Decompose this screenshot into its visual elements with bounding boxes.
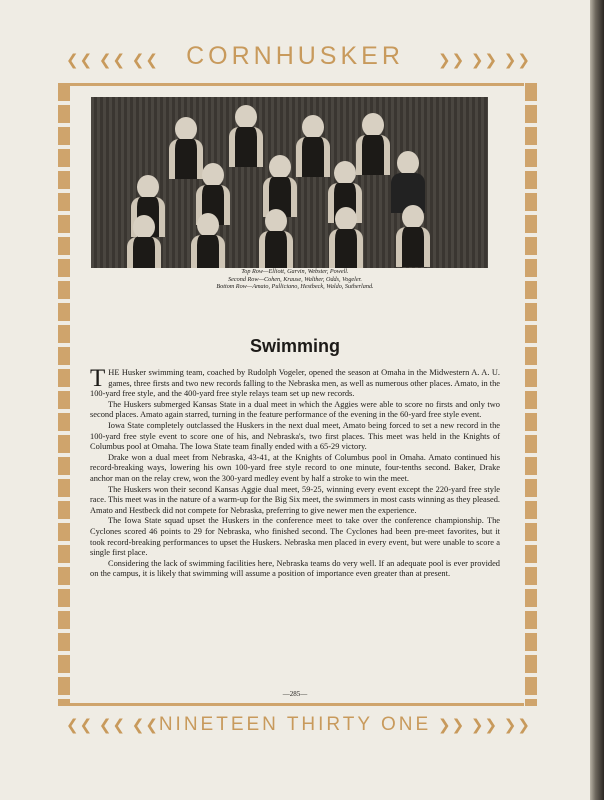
paragraph: Considering the lack of swimming facilities here, Nebraska teams do very well. If an adequate pool is ever provided on the campus, it is likely that swimming will assume a position of importance even greater than at present. — [90, 558, 500, 579]
team-photo — [91, 97, 488, 268]
paragraph: The Huskers won their second Kansas Aggie dual meet, 59-25, winning every event except the 220-yard free style race. This meet was in the nature of a warm-up for the Big Six meet, the swimmers in most casts winning as they pleased. Amato and Hestbeck did not compete for Nebraska, preferring to give newer men the experience. — [90, 484, 500, 515]
header-ornament-left: ❮❮ ❮❮ ❮❮ — [66, 51, 159, 69]
caption-line: Top Row—Elliott, Garvin, Webster, Powell. — [241, 268, 349, 275]
page-number: —285— — [282, 690, 308, 698]
drop-cap: T — [90, 365, 106, 392]
paragraph: Drake won a dual meet from Nebraska, 43-41, at the Knights of Columbus pool in Omaha. Amato continued his record-breaking ways, lowering his own 100-yard free style record to one minute, four-tenths second. Baker, Drake anchor man on the relay crew, won the 300-yard medley event by half a stroke to win the meet. — [90, 452, 500, 483]
photo-caption — [150, 268, 440, 291]
frame-bottom-border — [64, 703, 524, 706]
footer-ornament-left: ❮❮ ❮❮ ❮❮ — [66, 716, 159, 734]
article-body — [90, 365, 500, 580]
book-spine-edge — [590, 0, 604, 800]
footer-title: NINETEEN THIRTY ONE — [158, 714, 432, 735]
frame-left-border — [58, 83, 70, 706]
frame-top-border — [64, 83, 524, 86]
paragraph: The Iowa State squad upset the Huskers in the conference meet to take over the conference championship. The Cyclones scored 46 points to 29 for Nebraska, who finished second. The Cyclones had been pre-meet favorites, but it took record-breaking performances to upset the Huskers. Nebraska men placed in every event, but were unable to score a single first place. — [90, 516, 500, 558]
footer-ornament-right: ❯❯ ❯❯ ❯❯ — [438, 716, 531, 734]
paragraph: THE Husker swimming team, coached by Rudolph Vogeler, opened the season at Omaha in the Midwestern A. A. U. games, three firsts and two new records falling to the Nebraska men, as well as numerous other places. Amato, in the 100-yard free style, and the 400-yard free style relays team set up new records. — [90, 365, 500, 399]
caption-line: Second Row—Cohen, Krause, Walther, Odds, Vogeler. — [228, 275, 362, 283]
paragraph: The Huskers submerged Kansas State in a dual meet in which the Aggies were able to score no firsts and only two second places. Amato again starred, turning in the feature performance of the evening in the 60-yard free style event. — [90, 399, 500, 420]
section-title: Swimming — [249, 336, 340, 356]
paragraph: Iowa State completely outclassed the Huskers in the next dual meet, Amato being forced to set a new record in the 100-yard free style event to score one of his, and Nebraska's, two first places. This meet was held in the Knights of Columbus pool at Omaha. The Iowa State team finally ended with a 65-29 victory. — [90, 420, 500, 452]
frame-right-border — [525, 83, 537, 706]
header-ornament-right: ❯❯ ❯❯ ❯❯ — [438, 51, 531, 69]
caption-line: Bottom Row—Amato, Pulliciano, Hestbeck, Waldo, Sutherland. — [216, 283, 374, 290]
header-title: CORNHUSKER — [186, 42, 404, 70]
